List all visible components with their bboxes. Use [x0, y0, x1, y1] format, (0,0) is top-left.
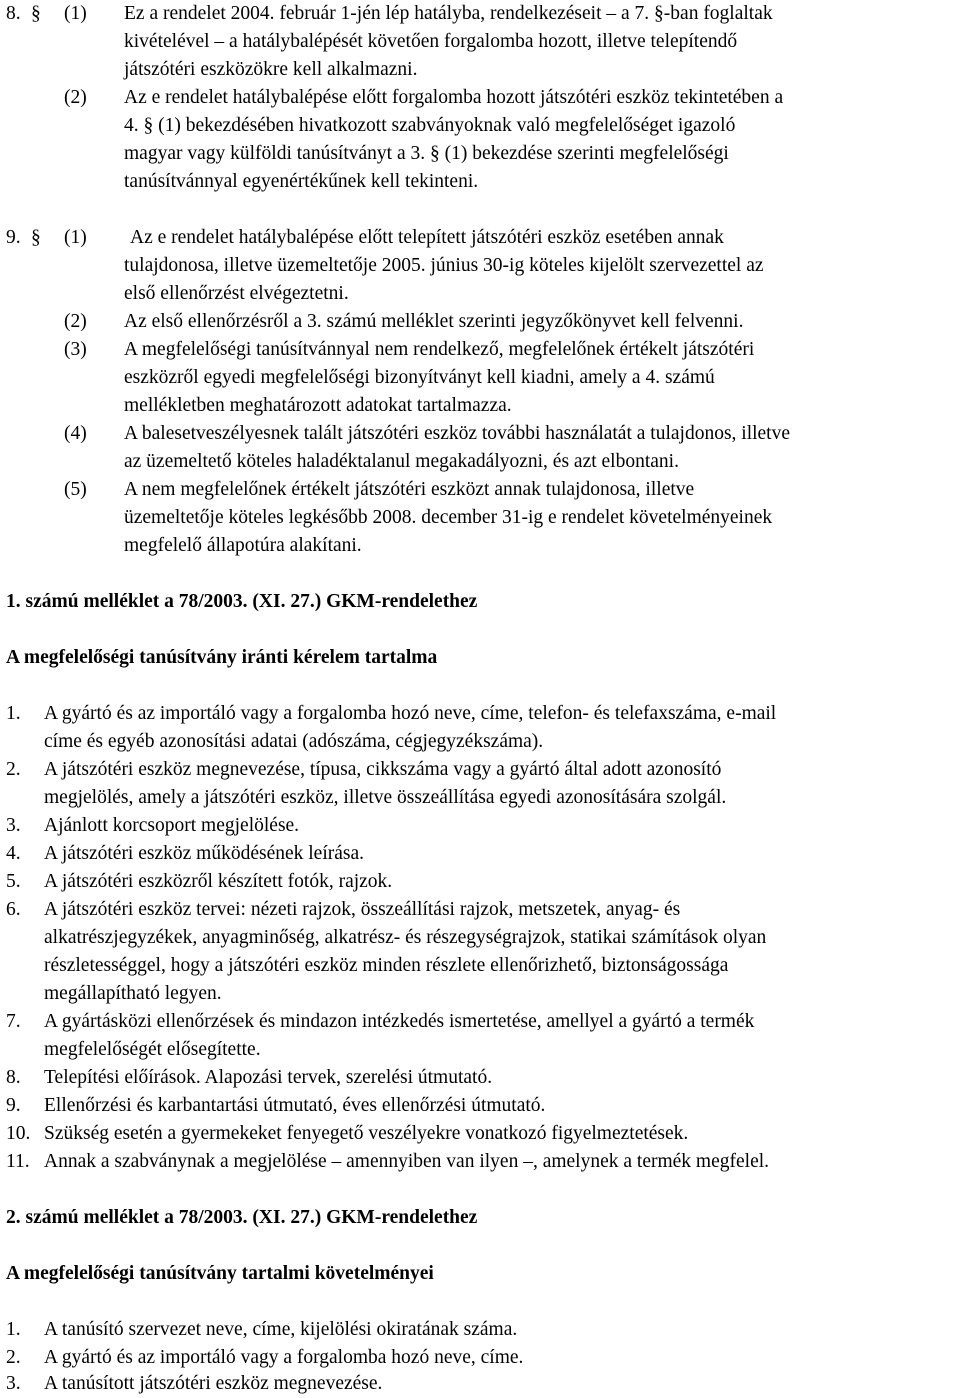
s8-p1-line: kivételével – a hatálybalépését követően forgalomba hozott, illetve telepítendő [124, 31, 738, 52]
s9-p5-label: (5) [64, 479, 87, 500]
annex-1-item-line: megállapítható legyen. [44, 983, 222, 1004]
s9-p1-line: első ellenőrzést elvégeztetni. [124, 283, 349, 304]
annex-1-item-number: 3. [6, 815, 21, 836]
section-8-symbol: § [31, 3, 41, 24]
annex-1-item-line: Ellenőrzési és karbantartási útmutató, éves ellenőrzési útmutató. [44, 1095, 546, 1116]
annex-2-item-line: A tanúsító szervezet neve, címe, kijelölési okiratának száma. [44, 1319, 518, 1340]
annex-2-heading: 2. számú melléklet a 78/2003. (XI. 27.) GKM-rendelethez [6, 1207, 478, 1228]
annex-1-item-number: 4. [6, 843, 21, 864]
annex-1-item-line: Szükség esetén a gyermekeket fenyegető veszélyekre vonatkozó figyelmeztetések. [44, 1123, 689, 1144]
annex-2-item-line: A gyártó és az importáló vagy a forgalomba hozó neve, címe. [44, 1347, 524, 1368]
annex-1-item-line: A játszótéri eszközről készített fotók, rajzok. [44, 871, 393, 892]
annex-1-item-line: megfelelőségét elősegítette. [44, 1039, 261, 1060]
s9-p5-line: megfelelő állapotúra alakítani. [124, 535, 362, 556]
section-9-symbol: § [31, 227, 41, 248]
section-8-number: 8. [6, 3, 21, 24]
annex-1-item-line: A gyártó és az importáló vagy a forgalomba hozó neve, címe, telefon- és telefaxszáma, e-mail [44, 703, 777, 724]
s9-p2-label: (2) [64, 311, 87, 332]
annex-1-item-line: A játszótéri eszköz megnevezése, típusa, cikkszáma vagy a gyártó által adott azonosító [44, 759, 722, 780]
annex-1-item-line: A gyártásközi ellenőrzések és mindazon intézkedés ismertetése, amellyel a gyártó a termék [44, 1011, 755, 1032]
s9-p3-line: A megfelelőségi tanúsítvánnyal nem rendelkező, megfelelőnek értékelt játszótéri [124, 339, 755, 360]
annex-1-item-number: 10. [6, 1123, 31, 1144]
annex-1-title: A megfelelőségi tanúsítvány iránti kérelem tartalma [6, 647, 438, 668]
s9-p3-label: (3) [64, 339, 87, 360]
annex-1-item-number: 1. [6, 703, 21, 724]
s9-p1-line: tulajdonosa, illetve üzemeltetője 2005. június 30-ig köteles kijelölt szervezettel az [124, 255, 764, 276]
s9-p4-line: az üzemeltető köteles haladéktalanul megakadályozni, és azt elbontani. [124, 451, 679, 472]
annex-1-item-number: 5. [6, 871, 21, 892]
s8-p2-line: Az e rendelet hatálybalépése előtt forgalomba hozott játszótéri eszköz tekintetében a [124, 87, 784, 108]
annex-1-item-line: A játszótéri eszköz működésének leírása. [44, 843, 365, 864]
annex-2-item-line: A tanúsított játszótéri eszköz megnevezése. [44, 1373, 383, 1394]
annex-1-item-line: Telepítési előírások. Alapozási tervek, szerelési útmutató. [44, 1067, 493, 1088]
s8-p2-line: 4. § (1) bekezdésében hivatkozott szabványoknak való megfelelőséget igazoló [124, 115, 736, 136]
annex-1-item-number: 7. [6, 1011, 21, 1032]
s8-p1-line: játszótéri eszközökre kell alkalmazni. [124, 59, 418, 80]
s8-p2-label: (2) [64, 87, 87, 108]
annex-1-item-number: 2. [6, 759, 21, 780]
annex-1-item-number: 6. [6, 899, 21, 920]
s8-p1-line: Ez a rendelet 2004. február 1-jén lép hatályba, rendelkezéseit – a 7. §-ban foglaltak [124, 3, 773, 24]
s9-p1-line: Az e rendelet hatálybalépése előtt telepített játszótéri eszköz esetében annak [130, 227, 724, 248]
s9-p3-line: mellékletben meghatározott adatokat tartalmazza. [124, 395, 512, 416]
s9-p2-line: Az első ellenőrzésről a 3. számú melléklet szerinti jegyzőkönyvet kell felvenni. [124, 311, 744, 332]
annex-1-item-number: 8. [6, 1067, 21, 1088]
annex-1-item-line: alkatrészjegyzékek, anyagminőség, alkatrész- és részegységrajzok, statikai számítások olyan [44, 927, 767, 948]
annex-1-item-line: Annak a szabványnak a megjelölése – amennyiben van ilyen –, amelynek a termék megfelel. [44, 1151, 770, 1172]
s8-p2-line: tanúsítvánnyal egyenértékűnek kell tekinteni. [124, 171, 479, 192]
annex-1-item-number: 11. [6, 1151, 30, 1172]
annex-1-item-line: megjelölés, amely a játszótéri eszköz, illetve összeállítása egyedi azonosítására szolgál. [44, 787, 727, 808]
s9-p4-label: (4) [64, 423, 87, 444]
annex-1-item-line: címe és egyéb azonosítási adatai (adószáma, cégjegyzékszáma). [44, 731, 544, 752]
annex-2-item-number: 1. [6, 1319, 21, 1340]
s9-p1-label: (1) [64, 227, 87, 248]
s9-p4-line: A balesetveszélyesnek talált játszótéri eszköz további használatát a tulajdonos, illetve [124, 423, 791, 444]
annex-2-item-number: 2. [6, 1347, 21, 1368]
s8-p1-label: (1) [64, 3, 87, 24]
section-9-number: 9. [6, 227, 21, 248]
annex-1-heading: 1. számú melléklet a 78/2003. (XI. 27.) GKM-rendelethez [6, 591, 478, 612]
s9-p3-line: eszközről egyedi megfelelőségi bizonyítványt kell kiadni, amely a 4. számú [124, 367, 715, 388]
annex-1-item-line: részletességgel, hogy a játszótéri eszköz minden részlete ellenőrizhető, biztonságossága [44, 955, 729, 976]
annex-1-item-line: Ajánlott korcsoport megjelölése. [44, 815, 300, 836]
annex-1-item-line: A játszótéri eszköz tervei: nézeti rajzok, összeállítási rajzok, metszetek, anyag- és [44, 899, 681, 920]
annex-2-title: A megfelelőségi tanúsítvány tartalmi követelményei [6, 1263, 434, 1284]
annex-2-item-number: 3. [6, 1373, 21, 1394]
s9-p5-line: üzemeltetője köteles legkésőbb 2008. december 31-ig e rendelet követelményeinek [124, 507, 773, 528]
annex-1-item-number: 9. [6, 1095, 21, 1116]
s8-p2-line: magyar vagy külföldi tanúsítványt a 3. § (1) bekezdése szerinti megfelelőségi [124, 143, 729, 164]
s9-p5-line: A nem megfelelőnek értékelt játszótéri eszközt annak tulajdonosa, illetve [124, 479, 695, 500]
